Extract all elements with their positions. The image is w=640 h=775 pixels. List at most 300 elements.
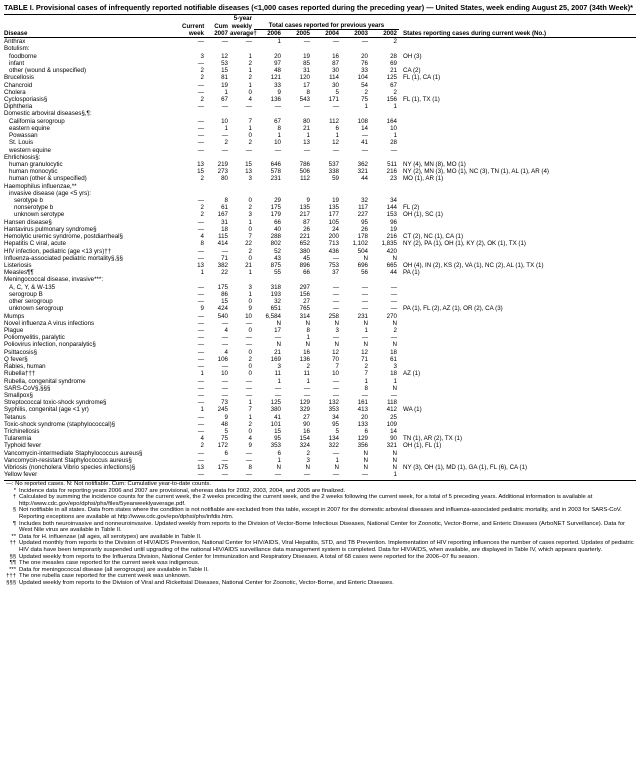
table-row xyxy=(4,125,636,132)
cell-value: 20 xyxy=(274,52,281,60)
states-reporting xyxy=(399,349,636,356)
disease-name: Cholera xyxy=(4,88,26,96)
disease-name: human monocytic xyxy=(9,168,58,176)
cell-value: 15 xyxy=(197,168,204,176)
states-reporting xyxy=(399,298,636,305)
disease-name: Cyclosporiasis§ xyxy=(4,95,48,103)
disease-name: Hepatitis C viral, acute xyxy=(4,240,66,248)
cell-value: — xyxy=(197,413,204,421)
cell-value: — xyxy=(197,88,204,96)
cell-value xyxy=(312,276,341,283)
states-reporting xyxy=(399,457,636,464)
cell-value: — xyxy=(245,391,252,399)
cell-value: — xyxy=(197,38,204,46)
cell-value: 54 xyxy=(361,81,368,89)
cell-value: — xyxy=(332,254,339,262)
cell-value: 175 xyxy=(217,464,228,472)
footnote xyxy=(4,494,636,507)
cell-value: 0 xyxy=(248,428,252,436)
table-row xyxy=(4,89,636,96)
cell-value: — xyxy=(221,103,228,111)
cell-value: 380 xyxy=(270,406,281,414)
disease-name: Meningococcal disease, invasive***: xyxy=(4,276,104,284)
cell-value: 8 xyxy=(200,240,204,248)
cell-value: 22 xyxy=(221,269,228,277)
states-reporting xyxy=(399,428,636,435)
states-reporting xyxy=(399,341,636,348)
cell-value: — xyxy=(303,384,310,392)
cell-value xyxy=(230,154,254,161)
cell-value: 20 xyxy=(361,52,368,60)
page xyxy=(4,3,636,586)
cell-value: 193 xyxy=(270,290,281,298)
cell-value: 504 xyxy=(357,247,368,255)
cell-value: 171 xyxy=(328,95,339,103)
cell-value: 19 xyxy=(303,52,310,60)
cell-value: — xyxy=(303,391,310,399)
cell-value: — xyxy=(390,146,397,154)
header-current-2: week xyxy=(182,30,206,38)
cell-value: — xyxy=(274,103,281,111)
table-row xyxy=(4,118,636,125)
table-row xyxy=(4,276,636,283)
cell-value: — xyxy=(361,38,368,46)
cell-value xyxy=(370,183,399,190)
states-reporting xyxy=(399,82,636,89)
cell-value: 2 xyxy=(200,175,204,183)
cell-value: 15 xyxy=(221,298,228,306)
cell-value: 0 xyxy=(248,132,252,140)
cell-value: 10 xyxy=(274,139,281,147)
cell-value: 112 xyxy=(329,117,339,125)
footnotes xyxy=(4,488,636,587)
cell-value: — xyxy=(221,334,228,342)
cell-value: 270 xyxy=(386,312,397,320)
cell-value: 321 xyxy=(386,442,397,450)
cell-value: — xyxy=(197,471,204,479)
cell-value: 3 xyxy=(277,363,281,371)
cell-value: 1,102 xyxy=(352,240,368,248)
cell-value: 4 xyxy=(200,233,204,241)
disease-name: Rubella, congenital syndrome xyxy=(4,377,86,385)
cell-value: 18 xyxy=(390,370,397,378)
table-row xyxy=(4,183,636,190)
cell-value: — xyxy=(332,334,339,342)
cell-value: 8 xyxy=(306,88,310,96)
cell-value: 318 xyxy=(270,283,281,291)
cell-value: 23 xyxy=(390,175,397,183)
cell-value: — xyxy=(332,298,339,306)
cell-value: — xyxy=(361,334,368,342)
cell-value: 651 xyxy=(270,305,281,313)
disease-name: Novel influenza A virus infections xyxy=(4,319,95,327)
footnote-text: Updated weekly from reports to the Division of Viral and Rickettsial Diseases, National Center for Zoonotic, Vector-Borne, and Enteric Diseases. xyxy=(19,579,394,586)
cell-value: 0 xyxy=(248,298,252,306)
states-reporting xyxy=(399,190,636,197)
cell-value: 4 xyxy=(248,435,252,443)
table-row xyxy=(4,378,636,385)
cell-value: N xyxy=(392,456,397,464)
cell-value: 540 xyxy=(217,312,228,320)
cell-value: N xyxy=(392,341,397,349)
cell-value xyxy=(312,110,341,117)
cell-value: 167 xyxy=(217,211,228,219)
states-reporting xyxy=(399,291,636,298)
states-reporting: PA (1), FL (2), AZ (1), OR (2), CA (3) xyxy=(403,305,503,313)
cell-value: — xyxy=(361,290,368,298)
cell-value: 9 xyxy=(277,88,281,96)
table-row xyxy=(4,67,636,74)
table-row xyxy=(4,341,636,348)
cell-value: 81 xyxy=(221,74,228,82)
states-reporting xyxy=(399,60,636,67)
footnote xyxy=(4,521,636,534)
cell-value: 2 xyxy=(200,211,204,219)
cell-value: 436 xyxy=(328,247,339,255)
cell-value: 0 xyxy=(248,363,252,371)
cell-value: 362 xyxy=(357,160,368,168)
states-reporting: FL (2) xyxy=(403,204,420,212)
cell-value: 87 xyxy=(332,59,339,67)
cell-value: 273 xyxy=(217,168,228,176)
cell-value: 44 xyxy=(390,269,397,277)
states-reporting: OH (4), IN (2), KS (2), VA (1), NC (2), AL (1), TX (1) xyxy=(403,262,544,269)
cell-value: 537 xyxy=(328,160,339,168)
disease-name: Poliovirus infection, nonparalytic§ xyxy=(4,341,96,349)
cell-value: 132 xyxy=(328,399,339,407)
cell-value xyxy=(341,154,370,161)
table-row xyxy=(4,320,636,327)
cell-value: 2 xyxy=(364,88,368,96)
header-five-year-1: 5-year xyxy=(230,15,254,23)
cell-value xyxy=(312,154,341,161)
cell-value: 114 xyxy=(329,74,339,82)
cell-value: 48 xyxy=(221,420,228,428)
footnote-text: Not notifiable in all states. Data from states where the condition is not notifiable are excluded from this table, except in 2007 for the domestic arboviral diseases and influenza-associated pediatric mortality, and in 2003 for SARS-CoV. Reporting exceptions are available at http://www.cdc.gov/epo/dphsi/phs/infdis.htm. xyxy=(19,507,622,520)
cell-value: 71 xyxy=(221,254,228,262)
table-row xyxy=(4,313,636,320)
disease-name: Vancomycin-intermediate Staphylococcus aureus§ xyxy=(4,449,143,457)
cell-value: 87 xyxy=(303,218,310,226)
cell-value: 95 xyxy=(361,218,368,226)
footnote-text: Updated weekly from reports to the Influenza Division, National Center for Immunization and Respiratory Diseases. A total of 68 cases were reported for the 2006–07 flu season. xyxy=(19,553,480,560)
cell-value: 219 xyxy=(217,160,228,168)
cell-value: 2 xyxy=(200,74,204,82)
cell-value: 175 xyxy=(270,204,281,212)
cell-value: — xyxy=(197,139,204,147)
cell-value: N xyxy=(363,464,368,472)
table-row xyxy=(4,291,636,298)
disease-name: Syphilis, congenital (age <1 yr) xyxy=(4,406,89,414)
cell-value: 73 xyxy=(221,399,228,407)
disease-name: Plague xyxy=(4,326,24,334)
cell-value: — xyxy=(332,471,339,479)
table-row xyxy=(4,298,636,305)
cell-value: 2 xyxy=(393,326,397,334)
disease-name: Botulism: xyxy=(4,45,30,53)
cell-value: 2 xyxy=(248,74,252,82)
cell-value: 15 xyxy=(274,428,281,436)
cell-value: — xyxy=(221,471,228,479)
cell-value: — xyxy=(221,456,228,464)
cell-value: 169 xyxy=(270,355,281,363)
cell-value: — xyxy=(361,146,368,154)
disease-name: Psittacosis§ xyxy=(4,348,38,356)
cell-value: — xyxy=(303,103,310,111)
cell-value: — xyxy=(197,59,204,67)
footnote xyxy=(4,534,636,541)
cell-value: 135 xyxy=(328,204,339,212)
cell-value: 121 xyxy=(270,74,281,82)
cell-value: — xyxy=(197,399,204,407)
cell-value: 67 xyxy=(390,81,397,89)
header-row-2 xyxy=(4,22,636,30)
disease-name: serogroup B xyxy=(9,290,43,298)
cell-value: 288 xyxy=(270,233,281,241)
disease-name: invasive disease (age <5 yrs): xyxy=(9,189,92,197)
cell-value: 1 xyxy=(248,413,252,421)
cell-value: — xyxy=(274,391,281,399)
cell-value: 1 xyxy=(248,269,252,277)
cell-value xyxy=(341,110,370,117)
cell-value: 59 xyxy=(332,175,339,183)
disease-name: Vibriosis (noncholera Vibrio species infections)§ xyxy=(4,464,136,472)
disease-name: Yellow fever xyxy=(4,471,38,479)
cell-value: 338 xyxy=(328,168,339,176)
cell-value: 1 xyxy=(393,377,397,385)
states-reporting xyxy=(399,183,636,190)
cell-value: — xyxy=(303,146,310,154)
cell-value: 2 xyxy=(248,59,252,67)
cell-value: 2 xyxy=(306,449,310,457)
table-row xyxy=(4,248,636,255)
footnote-marker: ** xyxy=(11,533,16,540)
cell-value: 177 xyxy=(328,211,339,219)
cell-value xyxy=(182,110,206,117)
table-row xyxy=(4,110,636,117)
cell-value: 6 xyxy=(364,428,368,436)
cell-value: 802 xyxy=(270,240,281,248)
cell-value: 15 xyxy=(221,67,228,75)
cell-value: 12 xyxy=(221,52,228,60)
footnote-marker: § xyxy=(12,507,16,514)
cell-value: 1 xyxy=(200,406,204,414)
cell-value: 104 xyxy=(357,74,368,82)
disease-name: Vancomycin-resistant Staphylococcus aureus§ xyxy=(4,456,132,464)
states-reporting: OH (3) xyxy=(403,52,422,60)
table-row xyxy=(4,154,636,161)
table-row xyxy=(4,147,636,154)
table-row xyxy=(4,284,636,291)
cell-value: 27 xyxy=(303,298,310,306)
cell-value: — xyxy=(221,384,228,392)
table-row xyxy=(4,392,636,399)
cell-value: — xyxy=(245,334,252,342)
table-row xyxy=(4,363,636,370)
cell-value: 16 xyxy=(303,428,310,436)
footnote xyxy=(4,573,636,580)
footnote-marker: §§§ xyxy=(6,579,16,586)
cell-value: 33 xyxy=(361,67,368,75)
cell-value: 258 xyxy=(328,312,339,320)
cell-value: 19 xyxy=(390,225,397,233)
disease-name: HIV infection, pediatric (age <13 yrs)†† xyxy=(4,247,112,255)
cell-value: N xyxy=(392,464,397,472)
header-five-year-2: weekly xyxy=(231,22,252,30)
cell-value: 1 xyxy=(277,132,281,140)
cell-value: 25 xyxy=(390,413,397,421)
cell-value: N xyxy=(334,464,339,472)
cell-value: — xyxy=(332,146,339,154)
cell-value: 164 xyxy=(386,117,397,125)
states-reporting: NY (2), PA (1), OH (1), KY (2), OK (1), TX (1) xyxy=(403,240,526,248)
cell-value: 55 xyxy=(274,269,281,277)
cell-value xyxy=(370,276,399,283)
cell-value: 1 xyxy=(393,132,397,140)
cell-value: 1 xyxy=(306,377,310,385)
cell-value: 2 xyxy=(248,204,252,212)
cell-value: — xyxy=(361,132,368,140)
cell-value: 105 xyxy=(328,218,339,226)
cell-value: 175 xyxy=(217,283,228,291)
cell-value: 17 xyxy=(274,326,281,334)
cell-value: 30 xyxy=(332,81,339,89)
cell-value: N xyxy=(363,456,368,464)
disease-name: eastern equine xyxy=(9,124,50,132)
cell-value: 161 xyxy=(357,399,368,407)
cell-value xyxy=(341,190,370,197)
cell-value: — xyxy=(197,247,204,255)
cell-value: 76 xyxy=(361,59,368,67)
cell-value: 2 xyxy=(248,420,252,428)
disease-name: foodborne xyxy=(9,52,37,60)
cell-value: 5 xyxy=(335,88,339,96)
cell-value: 765 xyxy=(299,305,310,313)
cell-value: 665 xyxy=(386,262,397,269)
cell-value: 34 xyxy=(332,413,339,421)
footnote-marker: ¶ xyxy=(12,520,16,527)
cell-value: 6 xyxy=(277,449,281,457)
cell-value: — xyxy=(245,384,252,392)
table-row xyxy=(4,414,636,421)
states-reporting xyxy=(399,378,636,385)
cell-value: 67 xyxy=(221,95,228,103)
header-row-3 xyxy=(4,30,636,38)
footnote-marker: §§ xyxy=(9,553,16,560)
disease-name: serotype b xyxy=(14,197,43,205)
table-row xyxy=(4,370,636,377)
states-reporting xyxy=(399,399,636,406)
cell-value: 412 xyxy=(386,406,397,414)
cell-value xyxy=(370,190,399,197)
disease-name: Measles¶¶ xyxy=(4,269,34,277)
cell-value: 144 xyxy=(386,204,397,212)
states-reporting xyxy=(399,320,636,327)
cell-value: 511 xyxy=(387,160,397,168)
cell-value: 10 xyxy=(221,117,228,125)
cell-value: 216 xyxy=(386,168,397,176)
cell-value: — xyxy=(361,305,368,313)
cell-value: 353 xyxy=(270,442,281,450)
cell-value: 217 xyxy=(299,211,310,219)
cell-value: 27 xyxy=(303,413,310,421)
cell-value: 135 xyxy=(299,204,310,212)
states-reporting xyxy=(399,139,636,146)
cell-value: 1 xyxy=(364,326,368,334)
table-row xyxy=(4,161,636,168)
cell-value: 69 xyxy=(390,59,397,67)
states-reporting xyxy=(399,154,636,161)
cell-value: — xyxy=(197,341,204,349)
table-row xyxy=(4,211,636,218)
cell-value: — xyxy=(197,449,204,457)
cell-value: — xyxy=(303,38,310,46)
cell-value: N xyxy=(392,254,397,262)
cell-value: N xyxy=(276,341,281,349)
cell-value: 245 xyxy=(217,406,228,414)
cell-value xyxy=(254,45,283,52)
cell-value: 172 xyxy=(217,442,228,450)
cell-value xyxy=(182,276,206,283)
cell-value: 322 xyxy=(328,442,339,450)
disease-name: Streptococcal toxic-shock syndrome§ xyxy=(4,399,107,407)
cell-value: 16 xyxy=(303,348,310,356)
cell-value: 40 xyxy=(274,225,281,233)
cell-value: — xyxy=(221,391,228,399)
cell-value: — xyxy=(197,319,204,327)
table-row xyxy=(4,385,636,392)
disease-name: Typhoid fever xyxy=(4,442,42,450)
table-row xyxy=(4,457,636,464)
cell-value: 125 xyxy=(386,74,397,82)
cell-value: — xyxy=(197,283,204,291)
cell-value: 61 xyxy=(221,204,228,212)
states-reporting: AZ (1) xyxy=(403,370,421,378)
cell-value xyxy=(254,154,283,161)
cell-value: 6 xyxy=(335,124,339,132)
cell-value: 1 xyxy=(248,399,252,407)
cell-value: 24 xyxy=(332,225,339,233)
states-reporting xyxy=(399,226,636,233)
cell-value xyxy=(283,276,312,283)
cell-value: — xyxy=(197,391,204,399)
cell-value: N xyxy=(334,341,339,349)
cell-value: 16 xyxy=(332,52,339,60)
cell-value: 324 xyxy=(299,442,310,450)
cell-value: 896 xyxy=(299,262,310,269)
table-row xyxy=(4,327,636,334)
cell-value: 1 xyxy=(200,269,204,277)
cell-value: 786 xyxy=(299,160,310,168)
cell-value: — xyxy=(197,420,204,428)
cell-value: 85 xyxy=(303,59,310,67)
cell-value: — xyxy=(197,146,204,154)
table-row xyxy=(4,168,636,175)
cell-value: 5 xyxy=(224,428,228,436)
cell-value: N xyxy=(334,319,339,327)
footnote-text: Includes both neuroinvasive and nonneuroinvasive. Updated weekly from reports to the Division of Vector-Borne Infectious Diseases, National Center for Zoonotic, Vector-Borne, and Enteric Diseases (ArboNET Surveillance). Data for West Nile virus are available in Table II. xyxy=(19,520,625,534)
cell-value: 353 xyxy=(328,406,339,414)
cell-value: 1 xyxy=(393,471,397,479)
states-reporting xyxy=(399,276,636,283)
table-row xyxy=(4,435,636,442)
cell-value: 134 xyxy=(328,435,339,443)
cell-value: — xyxy=(221,247,228,255)
cell-value: — xyxy=(221,377,228,385)
cell-value: 75 xyxy=(221,435,228,443)
states-reporting xyxy=(399,89,636,96)
cell-value: 33 xyxy=(274,81,281,89)
